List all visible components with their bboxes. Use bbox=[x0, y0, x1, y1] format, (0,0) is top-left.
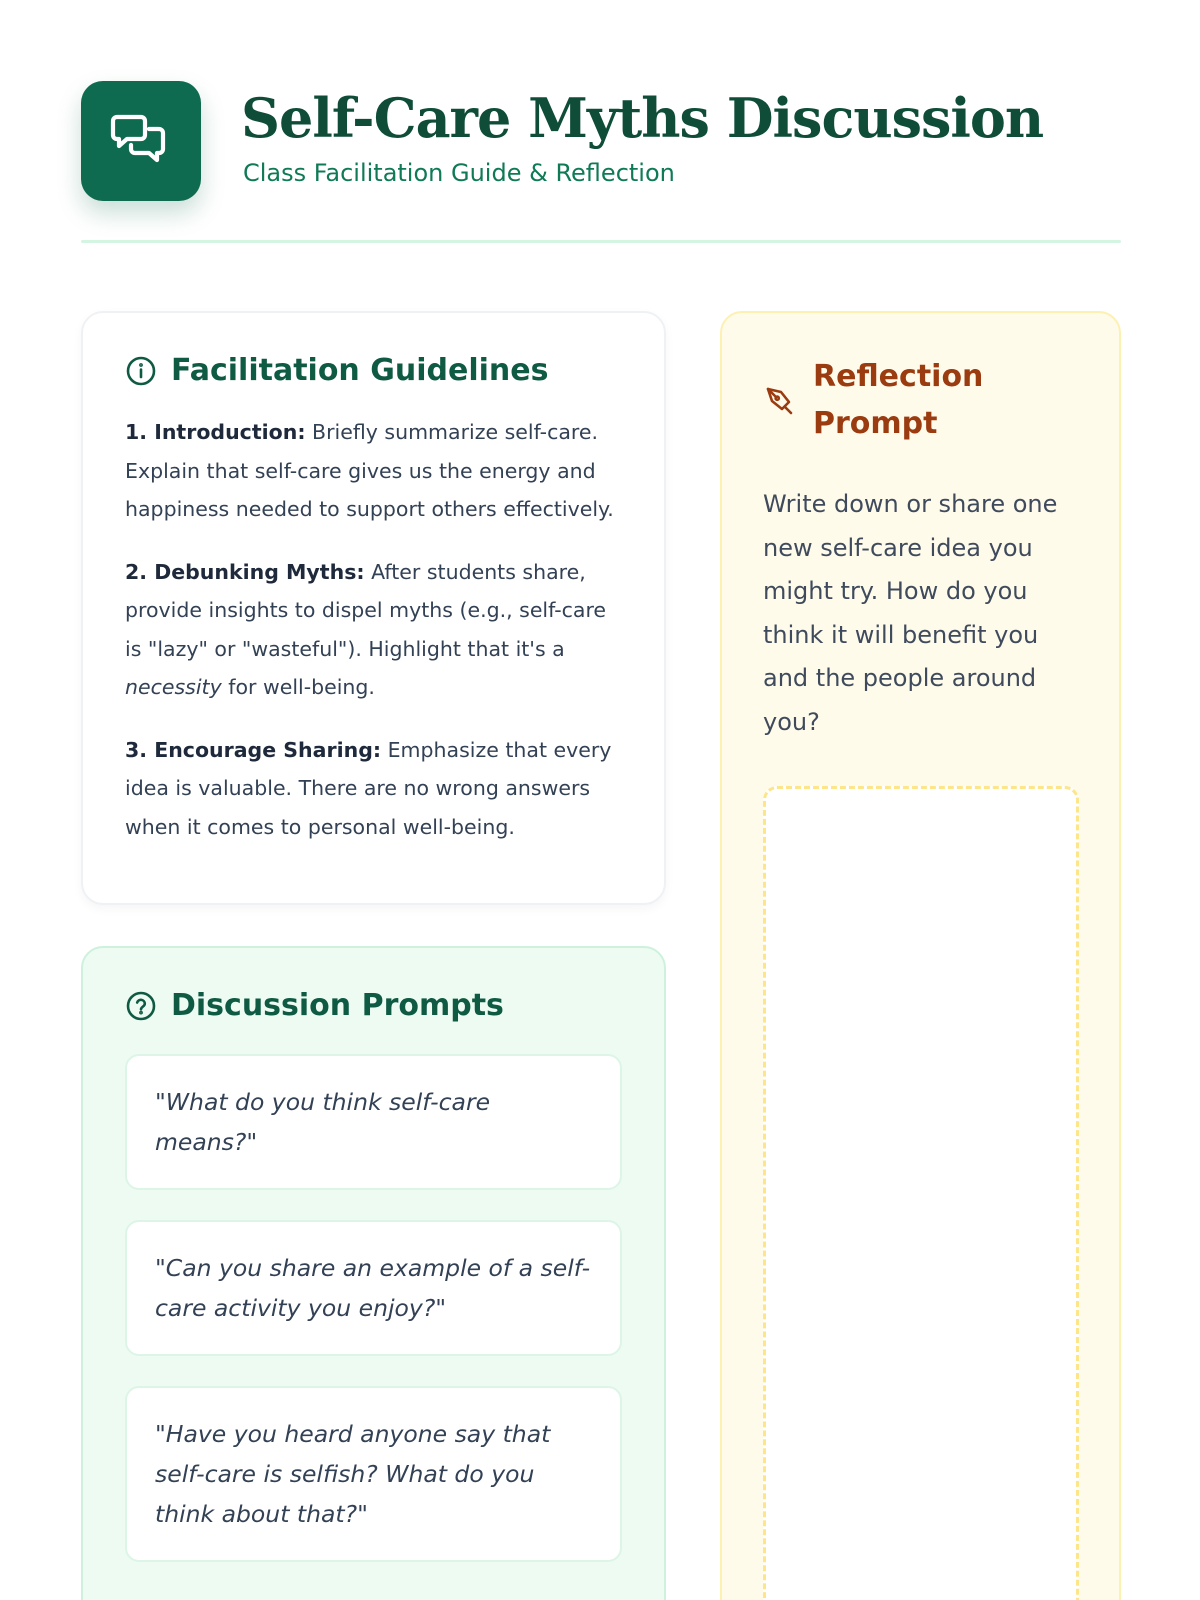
guideline-text: After students share, provide insights to dispel myths (e.g., self-care is "lazy" or "wasteful"). Highlight that it's a bbox=[125, 559, 607, 661]
facilitation-guidelines-card bbox=[81, 311, 666, 905]
question-circle-icon bbox=[125, 990, 157, 1022]
page-header bbox=[81, 81, 1121, 241]
discussion-prompt: "Can you share an example of a self-care activity you enjoy?" bbox=[125, 1220, 622, 1356]
discussion-heading bbox=[125, 988, 622, 1024]
guideline-label: 1. Introduction: bbox=[125, 420, 306, 444]
guideline-label: 2. Debunking Myths: bbox=[125, 559, 365, 584]
header-divider bbox=[81, 240, 1121, 243]
logo bbox=[81, 81, 201, 201]
guidelines-title: Facilitation Guidelines bbox=[171, 353, 549, 388]
reflection-prompt-card bbox=[720, 311, 1121, 1600]
guideline-text: Briefly summarize self-care. Explain that self-care gives us the energy and happiness needed to support others effectively. bbox=[125, 420, 614, 521]
guideline-item bbox=[125, 731, 624, 847]
guideline-text-after: for well-being. bbox=[221, 675, 375, 699]
discussion-prompt: "What do you think self-care means?" bbox=[125, 1054, 622, 1190]
reflection-instructions: Write down or share one new self-care idea you might try. How do you think it will benefit you and the people around you? bbox=[763, 490, 1058, 736]
chat-bubbles-icon bbox=[109, 107, 173, 175]
page-title: Self-Care Myths Discussion bbox=[241, 86, 1044, 150]
reflection-title: Reflection Prompt bbox=[813, 359, 984, 441]
reflection-heading bbox=[763, 353, 1079, 447]
guidelines-heading bbox=[125, 353, 624, 389]
page-subtitle: Class Facilitation Guide & Reflection bbox=[243, 159, 675, 187]
info-circle-icon bbox=[125, 355, 157, 387]
discussion-title: Discussion Prompts bbox=[171, 988, 504, 1023]
guideline-emphasis: necessity bbox=[125, 675, 222, 699]
reflection-answer-area[interactable] bbox=[763, 786, 1079, 1600]
discussion-prompt: "Have you heard anyone say that self-care is selfish? What do you think about that?" bbox=[125, 1386, 622, 1562]
guideline-label: 3. Encourage Sharing: bbox=[125, 737, 382, 762]
pen-nib-icon bbox=[763, 383, 797, 417]
guideline-text: Emphasize that every idea is valuable. There are no wrong answers when it comes to personal well-being. bbox=[125, 737, 612, 839]
discussion-prompts-card bbox=[81, 946, 666, 1600]
guideline-item bbox=[125, 553, 624, 707]
guideline-item bbox=[125, 413, 624, 529]
